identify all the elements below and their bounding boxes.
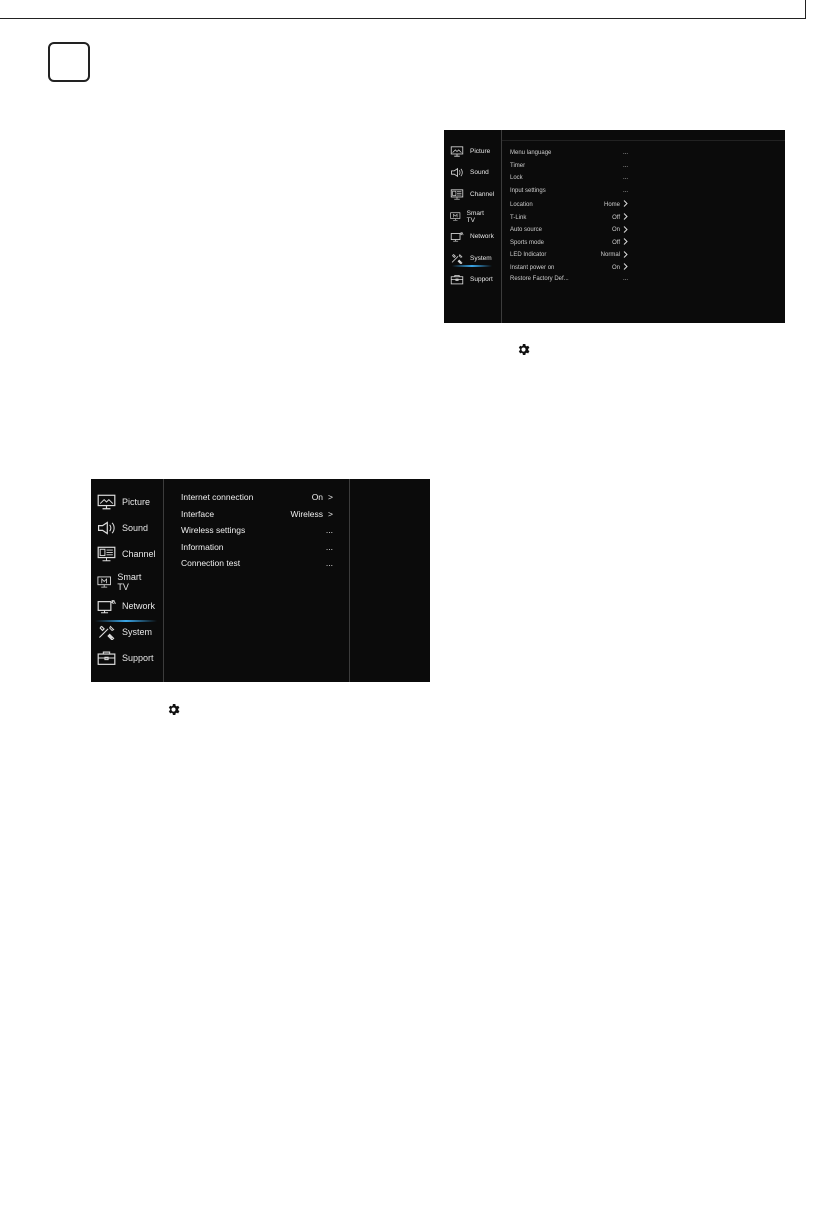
setting-row-internet-connection[interactable]: [181, 492, 333, 502]
chevron-right-icon: [623, 200, 628, 209]
network-menu-screen: [91, 479, 430, 682]
channel-icon: [450, 189, 464, 200]
setting-row-sports-mode[interactable]: [510, 238, 628, 247]
setting-label: Wireless settings: [181, 525, 246, 535]
setting-value: Home: [603, 201, 620, 208]
setting-row-instant-power-on[interactable]: [510, 263, 628, 272]
category-label: Smart TV: [117, 572, 142, 592]
setting-value: On: [311, 492, 324, 502]
setting-label: Menu language: [510, 150, 552, 156]
setting-value: ...: [325, 558, 333, 568]
setting-value: On: [611, 227, 620, 234]
setting-value: ...: [622, 276, 628, 282]
setting-value: ...: [622, 162, 628, 169]
category-label: Network: [122, 601, 156, 611]
setting-row-information[interactable]: [181, 542, 333, 552]
setting-value-group: [312, 492, 333, 502]
setting-value-group: [623, 150, 628, 156]
setting-label: Restore Factory Def...: [510, 276, 569, 282]
setting-value: ...: [622, 187, 628, 194]
setting-row-t-link[interactable]: [510, 213, 628, 222]
setting-value-group: [623, 188, 628, 194]
setting-row-connection-test[interactable]: [181, 558, 333, 568]
network-icon: [450, 231, 464, 242]
system-icon: [97, 624, 116, 640]
page-header-rule-end: [805, 0, 806, 19]
page-header-rule: [0, 18, 805, 19]
category-item-sound[interactable]: [450, 167, 489, 178]
picture-icon: [97, 494, 116, 510]
category-item-smart-tv[interactable]: [450, 210, 487, 224]
category-item-support[interactable]: [97, 650, 154, 666]
menu-top-line: [501, 140, 785, 141]
setting-value: ...: [325, 541, 333, 552]
category-label: Picture: [470, 148, 491, 155]
setting-row-lock[interactable]: [510, 175, 628, 181]
setting-value-group: [326, 525, 333, 535]
gear-icon: [166, 702, 181, 717]
panel-divider: [349, 479, 350, 682]
category-label: Support: [122, 653, 154, 663]
category-label: Sound: [122, 523, 149, 533]
category-item-support[interactable]: [450, 274, 493, 285]
setting-value-group: [612, 263, 628, 272]
chevron-right-icon: [623, 238, 628, 247]
setting-label: T-Link: [510, 214, 527, 221]
setting-value: ...: [622, 150, 628, 156]
category-item-picture[interactable]: [97, 494, 150, 510]
setting-label: Lock: [510, 175, 523, 182]
gear-icon: [516, 342, 531, 357]
picture-icon: [450, 146, 464, 157]
setting-label: Internet connection: [181, 492, 254, 502]
chevron-right-icon: [623, 251, 628, 260]
setting-value-group: [612, 238, 628, 247]
setting-label: Information: [181, 541, 224, 552]
setting-label: Connection test: [181, 558, 241, 568]
chevron-right-icon: >: [328, 492, 333, 502]
category-item-system[interactable]: [450, 253, 492, 264]
setting-value-group: [604, 200, 628, 209]
setting-label: Location: [510, 201, 533, 208]
chevron-right-icon: [623, 263, 628, 272]
category-label: System: [470, 254, 492, 262]
category-label: Support: [470, 275, 493, 283]
support-icon: [450, 274, 464, 285]
setting-row-timer[interactable]: [510, 163, 628, 169]
category-divider: [163, 479, 164, 682]
setting-value-group: [612, 226, 628, 235]
setting-value: Off: [612, 214, 620, 221]
support-icon: [97, 650, 116, 666]
setting-value: On: [611, 264, 620, 271]
category-item-network[interactable]: [450, 231, 494, 242]
category-item-sound[interactable]: [97, 520, 148, 536]
category-label: Smart TV: [466, 209, 484, 224]
setting-row-wireless-settings[interactable]: [181, 525, 333, 535]
setting-value: Off: [612, 239, 620, 246]
active-category-indicator: [452, 265, 492, 267]
setting-value: Normal: [600, 252, 620, 259]
setting-row-menu-language[interactable]: [510, 150, 628, 156]
category-label: Network: [470, 233, 494, 241]
setting-value: ...: [325, 525, 333, 535]
category-item-channel[interactable]: [450, 189, 494, 200]
setting-value-group: [623, 175, 628, 181]
setting-row-auto-source[interactable]: [510, 226, 628, 235]
setting-label: Auto source: [510, 227, 543, 234]
setting-row-interface[interactable]: [181, 509, 333, 519]
category-label: System: [122, 627, 153, 637]
category-item-picture[interactable]: [450, 146, 490, 157]
category-label: Channel: [470, 190, 495, 198]
setting-row-restore-factory-def[interactable]: [510, 276, 628, 282]
setting-value-group: [326, 542, 333, 552]
system-icon: [450, 253, 464, 264]
setting-value-group: [601, 251, 628, 260]
smart-tv-icon: [450, 211, 461, 222]
category-label: Sound: [470, 169, 489, 177]
sound-icon: [97, 520, 116, 536]
setting-row-location[interactable]: [510, 200, 628, 209]
setting-label: Instant power on: [510, 264, 555, 271]
setting-label: Interface: [181, 508, 215, 519]
setting-label: LED Indicator: [510, 252, 547, 259]
category-item-smart-tv[interactable]: [97, 572, 146, 592]
smart-tv-icon: [97, 574, 111, 590]
category-label: Channel: [122, 549, 156, 559]
setting-label: Input settings: [510, 187, 546, 194]
setting-label: Sports mode: [510, 239, 545, 246]
chevron-right-icon: [623, 226, 628, 235]
sound-icon: [450, 167, 464, 178]
setting-value: ...: [622, 175, 628, 182]
chevron-right-icon: [623, 213, 628, 222]
category-label: Picture: [122, 497, 151, 507]
setting-label: Timer: [510, 162, 526, 169]
category-item-channel[interactable]: [97, 546, 156, 562]
category-item-system[interactable]: [97, 624, 152, 640]
network-icon: [97, 598, 116, 614]
setting-value-group: [623, 163, 628, 169]
setting-value-group: [326, 558, 333, 568]
setting-row-input-settings[interactable]: [510, 188, 628, 194]
setting-value: Wireless: [290, 508, 324, 519]
active-category-indicator: [95, 620, 157, 622]
setting-row-led-indicator[interactable]: [510, 251, 628, 260]
setting-value-group: [290, 509, 333, 519]
chevron-right-icon: >: [328, 508, 333, 519]
setting-value-group: [612, 213, 628, 222]
category-divider: [501, 130, 502, 323]
category-item-network[interactable]: [97, 598, 155, 614]
page-tab-marker: [48, 42, 90, 82]
channel-icon: [97, 546, 116, 562]
setting-value-group: [623, 276, 628, 282]
system-menu-screen: [444, 130, 785, 323]
